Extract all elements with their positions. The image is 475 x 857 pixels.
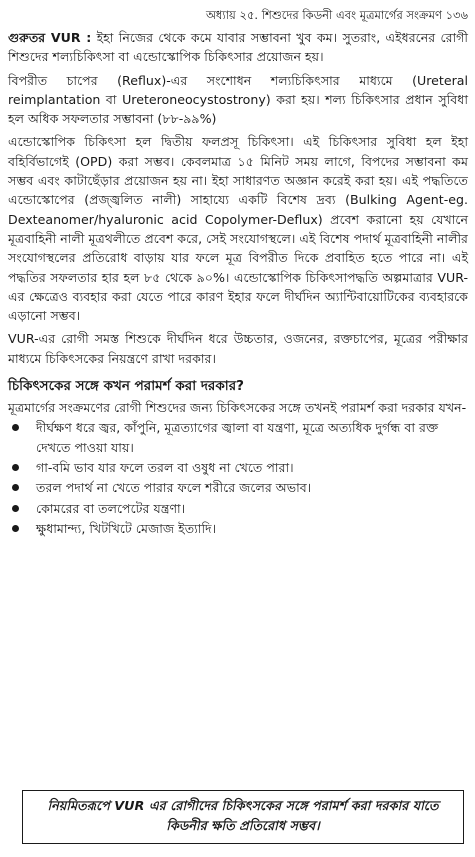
bullet-icon (12, 484, 19, 491)
consult-intro: মূত্রমার্গের সংক্রমণের রোগী শিশুদের জন্য চিকিৎসকের সঙ্গে তখনই পরামর্শ করা দরকার যখন- (8, 400, 467, 416)
note-text: নিয়মিতরূপে VUR এর রোগীদের চিকিৎসকের সঙ্গে পরামর্শ করা দরকার যাতে কিডনীর ক্ষতি প্রতিরোধ সম্ভব। (47, 799, 439, 834)
bullet-icon (12, 464, 19, 471)
severe-vur-paragraph (8, 28, 468, 67)
list-item: ক্ষুধামান্দ্য, খিটখিটে মেজাজ ইত্যাদি। (8, 519, 468, 538)
note-box (22, 790, 464, 844)
list-item: দীর্ঘক্ষণ ধরে জ্বর, কাঁপুনি, মূত্রত্যাগের জ্বালা বা যন্ত্রণা, মূত্রে অত্যধিক দুর্গন্ধ বা রক্ত দেখতে পাওয়া যায়। (8, 418, 468, 457)
running-header: অধ্যায় ২৫. শিশুদের কিডনী এবং মূত্রমার্গের সংক্রমণ ১৩৬ (205, 8, 468, 22)
consult-list (8, 418, 468, 538)
list-item: গা-বমি ভাব যার ফলে তরল বা ওষুধ না খেতে পারা। (8, 458, 468, 477)
endoscopic-paragraph: এন্ডোস্কোপিক চিকিৎসা হল দ্বিতীয় ফলপ্রসূ চিকিৎসা। এই চিকিৎসার সুবিধা হল ইহা বহির্বিভাগেই (OPD) করা সম্ভব। কেবলমাত্র ১৫ মিনিট সময় লাগে, বিপদের সম্ভাবনা কম সম্ভব এবং কাটাছেঁড়ার প্রয়োজন হয় না। ইহা সাধারণত অজ্ঞান করেই করা হয়। এই পদ্ধতিতে এন্ডোস্কোপের (প্রজ্জ্বলিত নালী) সাহায্যে একটি বিশেষ দ্রব্য (Bulking Agent-eg. Dexteanomer/hyaluronic acid Copolymer-Deflux) প্রবেশ করানো হয় যেখানে মূত্রবাহিনী নালী মূত্রথলীতে প্রবেশ করে, সেই সংযোগস্থলে। এই বিশেষ পদার্থ মূত্রবাহিনী নালীর সংযোগস্থলের প্রতিরোধ বাড়ায় যার ফলে মূত্র বিপরীত দিকে প্রবাহিত হতে পারে না। এই পদ্ধতির সফলতার হার হল ৮৫ থেকে ৯০%। এন্ডোস্কোপিক চিকিৎসাপদ্ধতি অল্পমাত্রার VUR-এর ক্ষেত্রেও ব্যবহার করা যেতে পারে কারণ ইহার ফলে দীর্ঘদিন অ্যান্টিবায়োটিকের ব্যবহারকে এড়ানো সম্ভব। (8, 134, 468, 324)
followup-paragraph: VUR-এর রোগী সমস্ত শিশুকে দীর্ঘদিন ধরে উচ্চতার, ওজনের, রক্তচাপের, মূত্রের পরীক্ষার মাধ্যমে চিকিৎসকের নিয়ন্ত্রণে রাখা দরকার। (8, 331, 468, 366)
list-item: কোমরের বা তলপেটের যন্ত্রণা। (8, 499, 468, 518)
list-item: তরল পদার্থ না খেতে পারার ফলে শরীরে জলের অভাব। (8, 478, 468, 497)
bullet-icon (12, 424, 19, 431)
bullet-icon (12, 505, 19, 512)
page-content (8, 6, 468, 539)
severe-vur-text: ইহা নিজের থেকে কমে যাবার সম্ভাবনা খুব কম। সুতরাং, এইধরনের রোগী শিশুদের শল্যচিকিৎসা বা এন্ডোস্কোপিক চিকিৎসার প্রয়োজন হয়। (8, 30, 468, 65)
bullet-icon (12, 525, 19, 532)
severe-vur-label: গুরুতর VUR : (8, 30, 92, 45)
consult-heading: চিকিৎসকের সঙ্গে কখন পরামর্শ করা দরকার? (8, 378, 244, 395)
reflux-surgery-paragraph: বিপরীত চাপের (Reflux)-এর সংশোধন শল্যচিকিৎসার মাধ্যমে (Ureteral reimplantation বা Ureteroneocystostrony) করা হয়। শল্য চিকিৎসার প্রধান সুবিধা হল অধিক সফলতার সম্ভাবনা (৮৮-৯৯%) (8, 72, 468, 127)
